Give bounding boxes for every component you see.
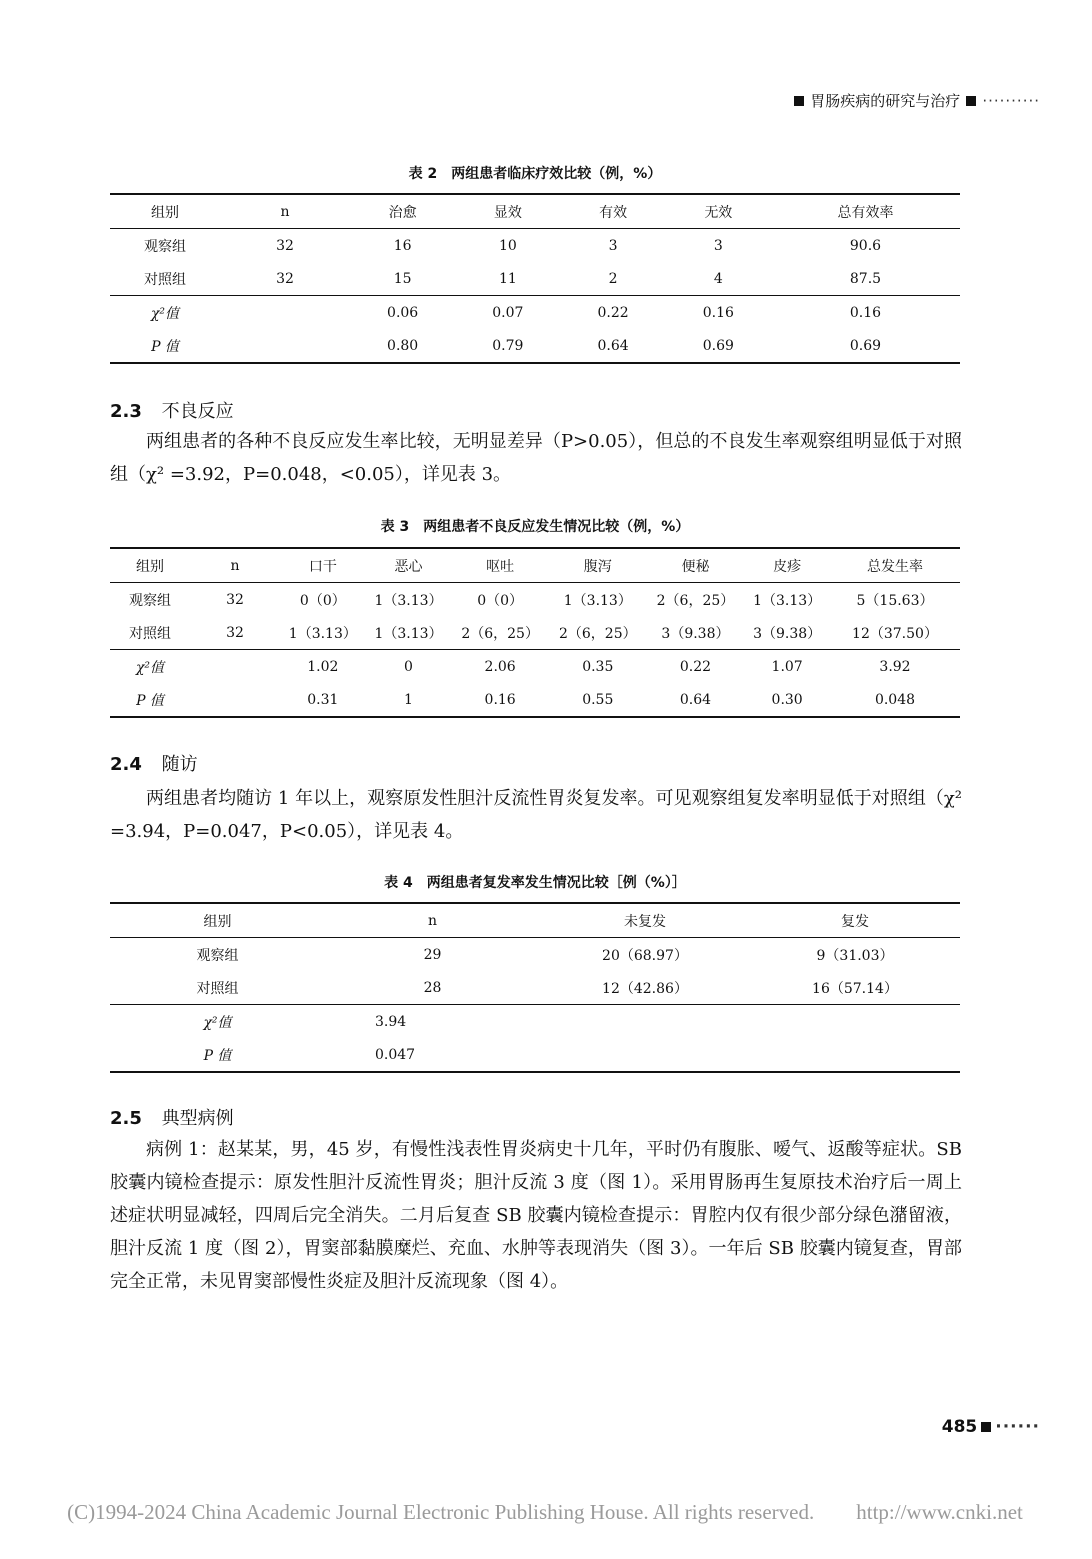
square-bullet-icon xyxy=(966,96,976,106)
table-cell: 2 xyxy=(608,270,618,287)
table-cell: 3.94 xyxy=(325,1005,960,1039)
column-header: 口干 xyxy=(280,548,366,583)
section-2-4-paragraph: 两组患者均随访 1 年以上，观察原发性胆汁反流性胃炎复发率。可见观察组复发率明显低于对照组（χ² =3.94，P=0.047，P<0.05），详见表 4。 xyxy=(110,788,962,842)
table-cell: 0.30 xyxy=(744,683,830,717)
table-cell: 1 xyxy=(366,683,452,717)
table-cell: 3 xyxy=(713,237,723,254)
page-dots: ······ xyxy=(995,1417,1040,1437)
table-cell: 对照组 xyxy=(129,625,171,642)
table-cell: 3.92 xyxy=(830,650,960,684)
table-cell: 29 xyxy=(423,946,442,963)
table-cell: 观察组 xyxy=(196,947,239,964)
table-cell: 观察组 xyxy=(144,238,186,255)
column-header: 腹泻 xyxy=(549,548,647,583)
table-cell: 0.35 xyxy=(549,650,647,684)
table4-caption: 表 4 两组患者复发率发生情况比较［例（%）］ xyxy=(384,875,686,891)
running-header xyxy=(794,90,1040,111)
table-cell: 1.07 xyxy=(744,650,830,684)
table-cell xyxy=(220,296,350,330)
chi-square-label: χ²值 xyxy=(110,650,190,684)
table-cell: 2（6，25） xyxy=(656,592,735,609)
table2-caption: 表 2 两组患者临床疗效比较（例，%） xyxy=(408,166,662,182)
section-title: 典型病例 xyxy=(161,1108,234,1129)
table-cell: 3 xyxy=(608,237,618,254)
table-cell: 对照组 xyxy=(196,980,239,997)
table-cell: 90.6 xyxy=(849,237,882,254)
table-cell: 0.69 xyxy=(771,329,960,363)
chi-square-row xyxy=(110,1005,960,1039)
column-header: n xyxy=(325,903,540,938)
table-cell: 0.80 xyxy=(350,329,455,363)
chi-square-label: χ²值 xyxy=(110,296,220,330)
copyright-footer: (C)1994-2024 China Academic Journal Electronic Publishing House. All rights reserved. http://www.cnki.net xyxy=(67,1500,1023,1524)
table-cell: 0.79 xyxy=(455,329,560,363)
column-header: 呕吐 xyxy=(451,548,549,583)
table-cell xyxy=(190,650,280,684)
table-cell: 0.07 xyxy=(455,296,560,330)
header-section-title: 胃肠疾病的研究与治疗 xyxy=(810,92,961,110)
table-cell: 1.02 xyxy=(280,650,366,684)
chi-square-row xyxy=(110,296,960,330)
table-cell: 1（3.13） xyxy=(374,625,443,642)
table-cell xyxy=(190,683,280,717)
table-cell: 32 xyxy=(226,624,244,641)
table-cell: 2（6，25） xyxy=(461,625,539,642)
column-header: 无效 xyxy=(666,194,771,229)
table-cell: 1（3.13） xyxy=(753,592,822,609)
column-header: 治愈 xyxy=(350,194,455,229)
p-value-label: P 值 xyxy=(110,683,190,717)
table-row xyxy=(110,229,960,263)
column-header: 总发生率 xyxy=(830,548,960,583)
column-header: n xyxy=(220,194,350,229)
table-cell: 20（68.97） xyxy=(602,947,688,964)
table-cell: 0.55 xyxy=(549,683,647,717)
table-cell: 32 xyxy=(276,270,294,287)
column-header: 复发 xyxy=(750,903,960,938)
header-dots: ·········· xyxy=(982,91,1040,110)
table4 xyxy=(110,902,960,1073)
table-cell: 0.22 xyxy=(560,296,665,330)
column-header: 总有效率 xyxy=(771,194,960,229)
column-header: 恶心 xyxy=(366,548,452,583)
table-cell: 28 xyxy=(423,979,442,996)
p-value-row xyxy=(110,683,960,717)
table-cell: 0（0） xyxy=(299,592,346,609)
square-bullet-icon xyxy=(981,1422,991,1432)
section-heading-2-3 xyxy=(110,397,234,423)
table-cell: 12（37.50） xyxy=(852,625,938,642)
column-header: 显效 xyxy=(455,194,560,229)
table-cell: 10 xyxy=(498,237,517,254)
column-header: 未复发 xyxy=(540,903,750,938)
page-number: 485 xyxy=(941,1417,978,1437)
section-heading-2-4 xyxy=(110,750,198,776)
p-value-label: P 值 xyxy=(110,1038,325,1072)
section-title: 不良反应 xyxy=(161,401,234,422)
section-2-3-paragraph: 两组患者的各种不良反应发生率比较，无明显差异（P>0.05），但总的不良发生率观察组明显低于对照组（χ² =3.92，P=0.048，<0.05），详见表 3。 xyxy=(110,431,962,485)
p-value-row xyxy=(110,329,960,363)
column-header: 组别 xyxy=(110,548,190,583)
p-value-row xyxy=(110,1038,960,1072)
table-cell: 2（6，25） xyxy=(558,625,637,642)
table-cell: 4 xyxy=(713,270,723,287)
table-cell: 0.64 xyxy=(647,683,745,717)
table-cell: 1（3.13） xyxy=(288,625,357,642)
table-row xyxy=(110,616,960,650)
section-number: 2.4 xyxy=(110,754,142,775)
table-row xyxy=(110,583,960,617)
table3 xyxy=(110,547,960,718)
table-cell: 3（9.38） xyxy=(661,625,730,642)
table-cell: 0.31 xyxy=(280,683,366,717)
table-cell: 0.06 xyxy=(350,296,455,330)
table-cell: 1（3.13） xyxy=(563,592,632,609)
section-number: 2.5 xyxy=(110,1108,142,1129)
section-number: 2.3 xyxy=(110,401,142,422)
table-cell xyxy=(220,329,350,363)
table-cell: 对照组 xyxy=(144,271,186,288)
table-cell: 9（31.03） xyxy=(816,947,894,964)
column-header: n xyxy=(190,548,280,583)
chi-square-row xyxy=(110,650,960,684)
table-cell: 16（57.14） xyxy=(812,980,898,997)
chi-square-label: χ²值 xyxy=(110,1005,325,1039)
section-heading-2-5 xyxy=(110,1104,234,1130)
column-header: 组别 xyxy=(110,903,325,938)
page-number-block xyxy=(942,1417,1040,1437)
table-cell: 0.69 xyxy=(666,329,771,363)
table-cell: 87.5 xyxy=(849,270,882,287)
table-cell: 观察组 xyxy=(129,592,171,609)
table-cell: 0.64 xyxy=(560,329,665,363)
column-header: 皮疹 xyxy=(744,548,830,583)
table-cell: 0 xyxy=(366,650,452,684)
table-cell: 16 xyxy=(393,237,412,254)
table-cell: 32 xyxy=(226,591,244,608)
table-header-row xyxy=(110,548,960,583)
table-row xyxy=(110,938,960,972)
table-cell: 0.048 xyxy=(830,683,960,717)
table-cell: 0.16 xyxy=(771,296,960,330)
table-cell: 5（15.63） xyxy=(856,592,934,609)
table2 xyxy=(110,193,960,364)
square-bullet-icon xyxy=(794,96,804,106)
table-cell: 3（9.38） xyxy=(753,625,822,642)
table-row xyxy=(110,971,960,1005)
column-header: 组别 xyxy=(110,194,220,229)
p-value-label: P 值 xyxy=(110,329,220,363)
table-cell: 0.16 xyxy=(666,296,771,330)
table-header-row xyxy=(110,194,960,229)
table-row xyxy=(110,262,960,296)
table-cell: 32 xyxy=(276,237,294,254)
table-cell: 15 xyxy=(393,270,412,287)
table-cell: 11 xyxy=(498,270,517,287)
table-cell: 0.047 xyxy=(325,1038,960,1072)
table-cell: 1（3.13） xyxy=(374,592,443,609)
table3-caption: 表 3 两组患者不良反应发生情况比较（例，%） xyxy=(380,519,690,535)
table-cell: 0（0） xyxy=(477,592,524,609)
column-header: 有效 xyxy=(560,194,665,229)
column-header: 便秘 xyxy=(647,548,745,583)
table-cell: 0.16 xyxy=(451,683,549,717)
table-header-row xyxy=(110,903,960,938)
section-title: 随访 xyxy=(161,754,198,775)
table-cell: 12（42.86） xyxy=(602,980,688,997)
table-cell: 0.22 xyxy=(647,650,745,684)
table-cell: 2.06 xyxy=(451,650,549,684)
section-2-5-paragraph: 病例 1：赵某某，男，45 岁，有慢性浅表性胃炎病史十几年，平时仍有腹胀、嗳气、返酸等症状。SB 胶囊内镜检查提示：原发性胆汁反流性胃炎；胆汁反流 3 度（图 1）。采用胃肠再生复原技术治疗后一周上述症状明显减轻，四周后完全消失。二月后复查 SB 胶囊内镜检查提示：胃腔内仅有很少部分绿色潴留液，胆汁反流 1 度（图 2），胃窦部黏膜糜烂、充血、水肿等表现消失（图 3）。一年后 SB 胶囊内镜复查，胃部完全正常，未见胃窦部慢性炎症及胆汁反流现象（图 4）。 xyxy=(110,1139,962,1292)
